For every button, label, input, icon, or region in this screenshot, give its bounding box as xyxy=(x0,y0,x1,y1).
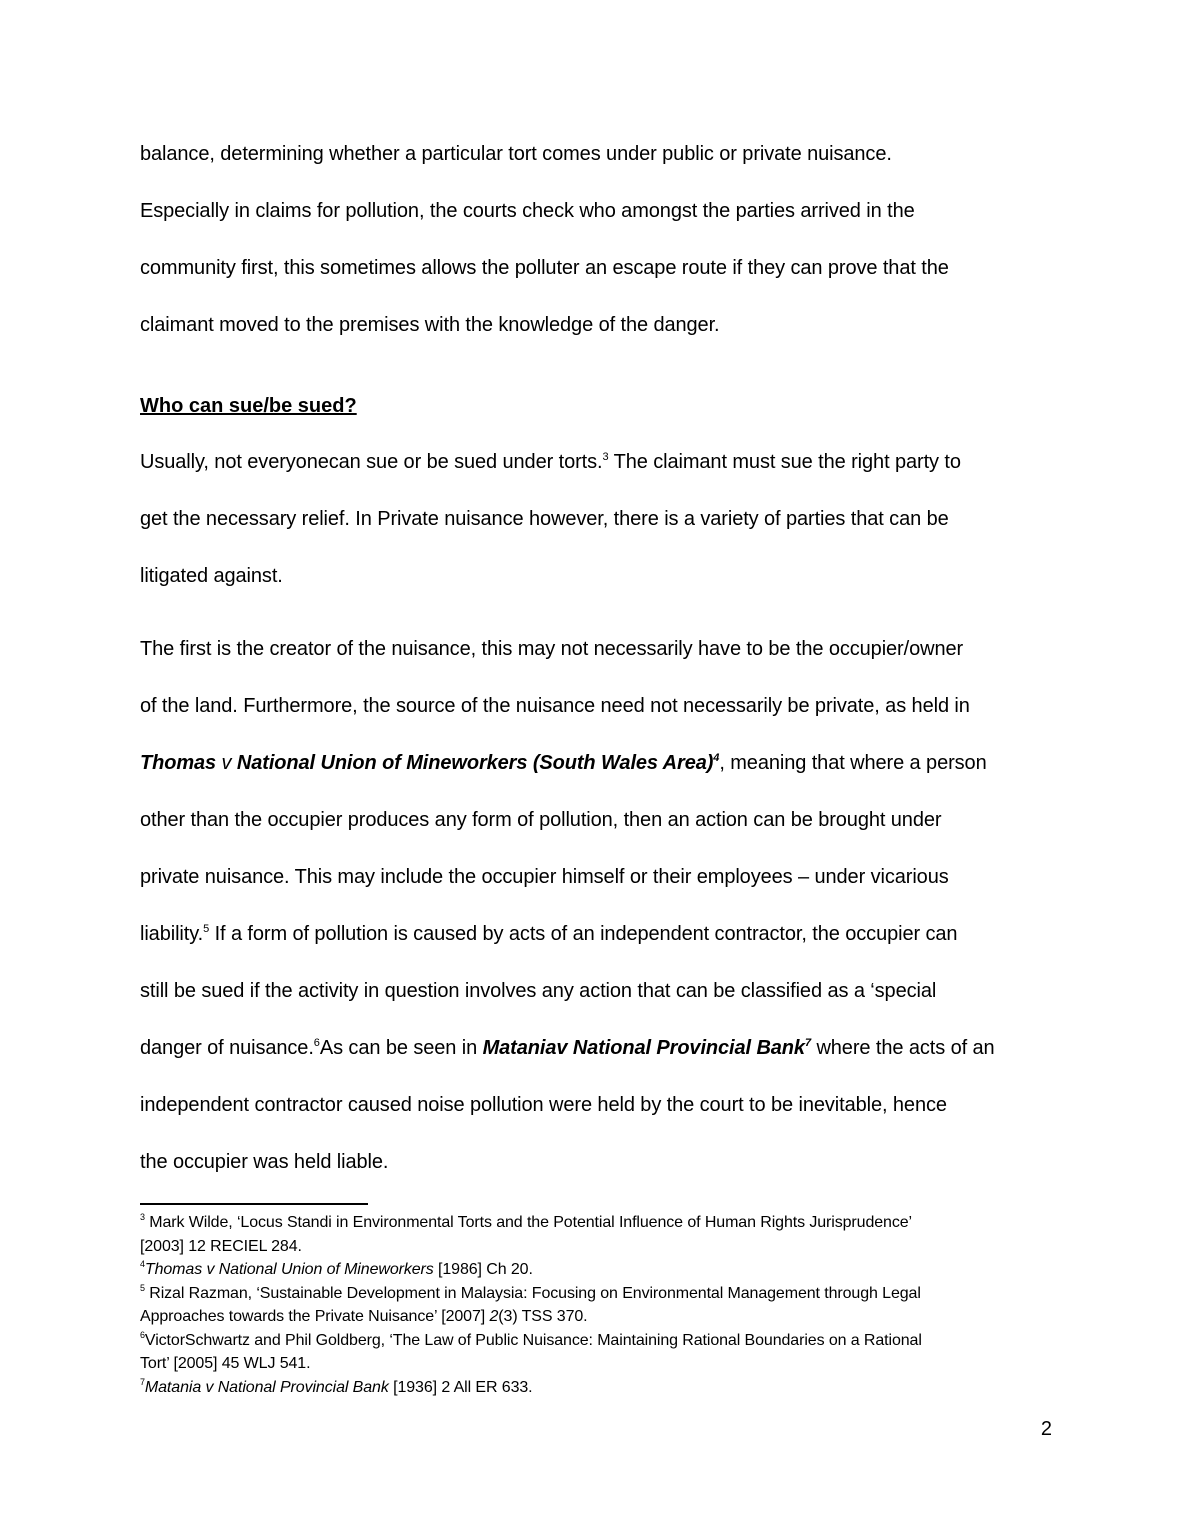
text-line xyxy=(140,1020,1052,1077)
text-segment: where the acts of an xyxy=(810,1037,995,1059)
footnote-6 xyxy=(140,1329,1052,1353)
text-segment: , meaning that where a person xyxy=(719,752,987,774)
text-line: other than the occupier produces any form of pollution, then an action can be brought under xyxy=(140,809,942,831)
text-line: still be sued if the activity in question involves any action that can be classified as a ‘special xyxy=(140,980,937,1002)
footnote-text: Mark Wilde, ‘Locus Standi in Environmental Torts and the Potential Influence of Human Rights Jurisprudence’ xyxy=(144,1214,912,1231)
footnote-ref-6[interactable]: 6 xyxy=(313,1037,320,1049)
footnote-text: [1936] 2 All ER 633. xyxy=(388,1378,533,1396)
footnote-text: VictorSchwartz and Phil Goldberg, ‘The Law of Public Nuisance: Maintaining Rational Boundaries on a Rational xyxy=(144,1331,922,1349)
text-line xyxy=(140,906,1052,963)
footnote-3-continued: [2003] 12 RECIEL 284. xyxy=(140,1237,302,1255)
footnote-case-name: Matania v National Provincial Bank xyxy=(144,1378,389,1396)
footnote-volume: 2 xyxy=(489,1308,499,1325)
text-line xyxy=(140,434,1052,491)
case-versus: v xyxy=(216,752,237,774)
case-name: Mataniav National Provincial Bank xyxy=(482,1037,805,1059)
paragraph-balance xyxy=(140,126,1052,354)
footnote-number: 6 xyxy=(140,1329,145,1340)
text-line: of the land. Furthermore, the source of the nuisance need not necessarily be private, as held in xyxy=(140,695,970,717)
text-line xyxy=(140,735,1052,792)
footnote-ref-3[interactable]: 3 xyxy=(602,451,609,463)
footnote-number: 3 xyxy=(140,1212,145,1222)
text-line: balance, determining whether a particular tort comes under public or private nuisance. xyxy=(140,143,892,165)
footnote-number: 7 xyxy=(140,1376,145,1387)
footnote-6-continued: Tort’ [2005] 45 WLJ 541. xyxy=(140,1355,311,1372)
text-line: independent contractor caused noise pollution were held by the court to be inevitable, hence xyxy=(140,1094,947,1116)
footnote-text: (3) TSS 370. xyxy=(498,1308,588,1325)
footnote-5 xyxy=(140,1282,1052,1306)
text-segment: The claimant must sue the right party to xyxy=(608,451,961,473)
text-segment: Usually, not everyonecan sue or be sued under torts. xyxy=(140,451,603,473)
footnote-case-name: Thomas v National Union of Mineworkers xyxy=(144,1261,434,1278)
case-name: National Union of Mineworkers (South Wales Area) xyxy=(236,752,714,774)
text-line: community first, this sometimes allows the polluter an escape route if they can prove that the xyxy=(140,257,949,279)
footnote-separator xyxy=(140,1203,368,1205)
text-line: The first is the creator of the nuisance, this may not necessarily have to be the occupier/owner xyxy=(140,638,964,660)
text-line: private nuisance. This may include the occupier himself or their employees – under vicarious xyxy=(140,866,949,888)
footnote-4 xyxy=(140,1258,1052,1282)
text-segment: danger of nuisance. xyxy=(140,1037,314,1059)
text-line: the occupier was held liable. xyxy=(140,1151,389,1173)
footnote-text: [1986] Ch 20. xyxy=(433,1261,533,1278)
footnote-text: Rizal Razman, ‘Sustainable Development in Malaysia: Focusing on Environmental Management through Legal xyxy=(144,1284,921,1302)
text-line: get the necessary relief. In Private nuisance however, there is a variety of parties that can be xyxy=(140,508,949,530)
case-name: Thomas xyxy=(140,752,217,774)
footnotes xyxy=(140,1211,1052,1399)
footnote-ref-4[interactable]: 4 xyxy=(713,752,720,764)
text-line: Especially in claims for pollution, the courts check who amongst the parties arrived in the xyxy=(140,200,915,222)
text-line: claimant moved to the premises with the knowledge of the danger. xyxy=(140,314,720,336)
footnote-5-continued xyxy=(140,1305,1052,1329)
section-heading: Who can sue/be sued? xyxy=(140,395,357,417)
footnote-text: Approaches towards the Private Nuisance’ [2007] xyxy=(140,1308,490,1325)
footnote-number: 4 xyxy=(140,1259,145,1269)
paragraph-who-can-sue xyxy=(140,434,1052,605)
footnote-number: 5 xyxy=(140,1282,145,1293)
text-segment: If a form of pollution is caused by acts of an independent contractor, the occupier can xyxy=(209,923,958,945)
text-segment: As can be seen in xyxy=(319,1037,483,1059)
footnote-7 xyxy=(140,1376,1052,1400)
footnote-ref-5[interactable]: 5 xyxy=(203,923,210,935)
text-segment: liability. xyxy=(140,923,204,945)
footnote-ref-7[interactable]: 7 xyxy=(804,1037,811,1049)
page-number: 2 xyxy=(1040,1418,1052,1440)
footnote-3 xyxy=(140,1211,1052,1235)
text-line: litigated against. xyxy=(140,565,283,587)
paragraph-creator-of-nuisance xyxy=(140,621,1052,1191)
